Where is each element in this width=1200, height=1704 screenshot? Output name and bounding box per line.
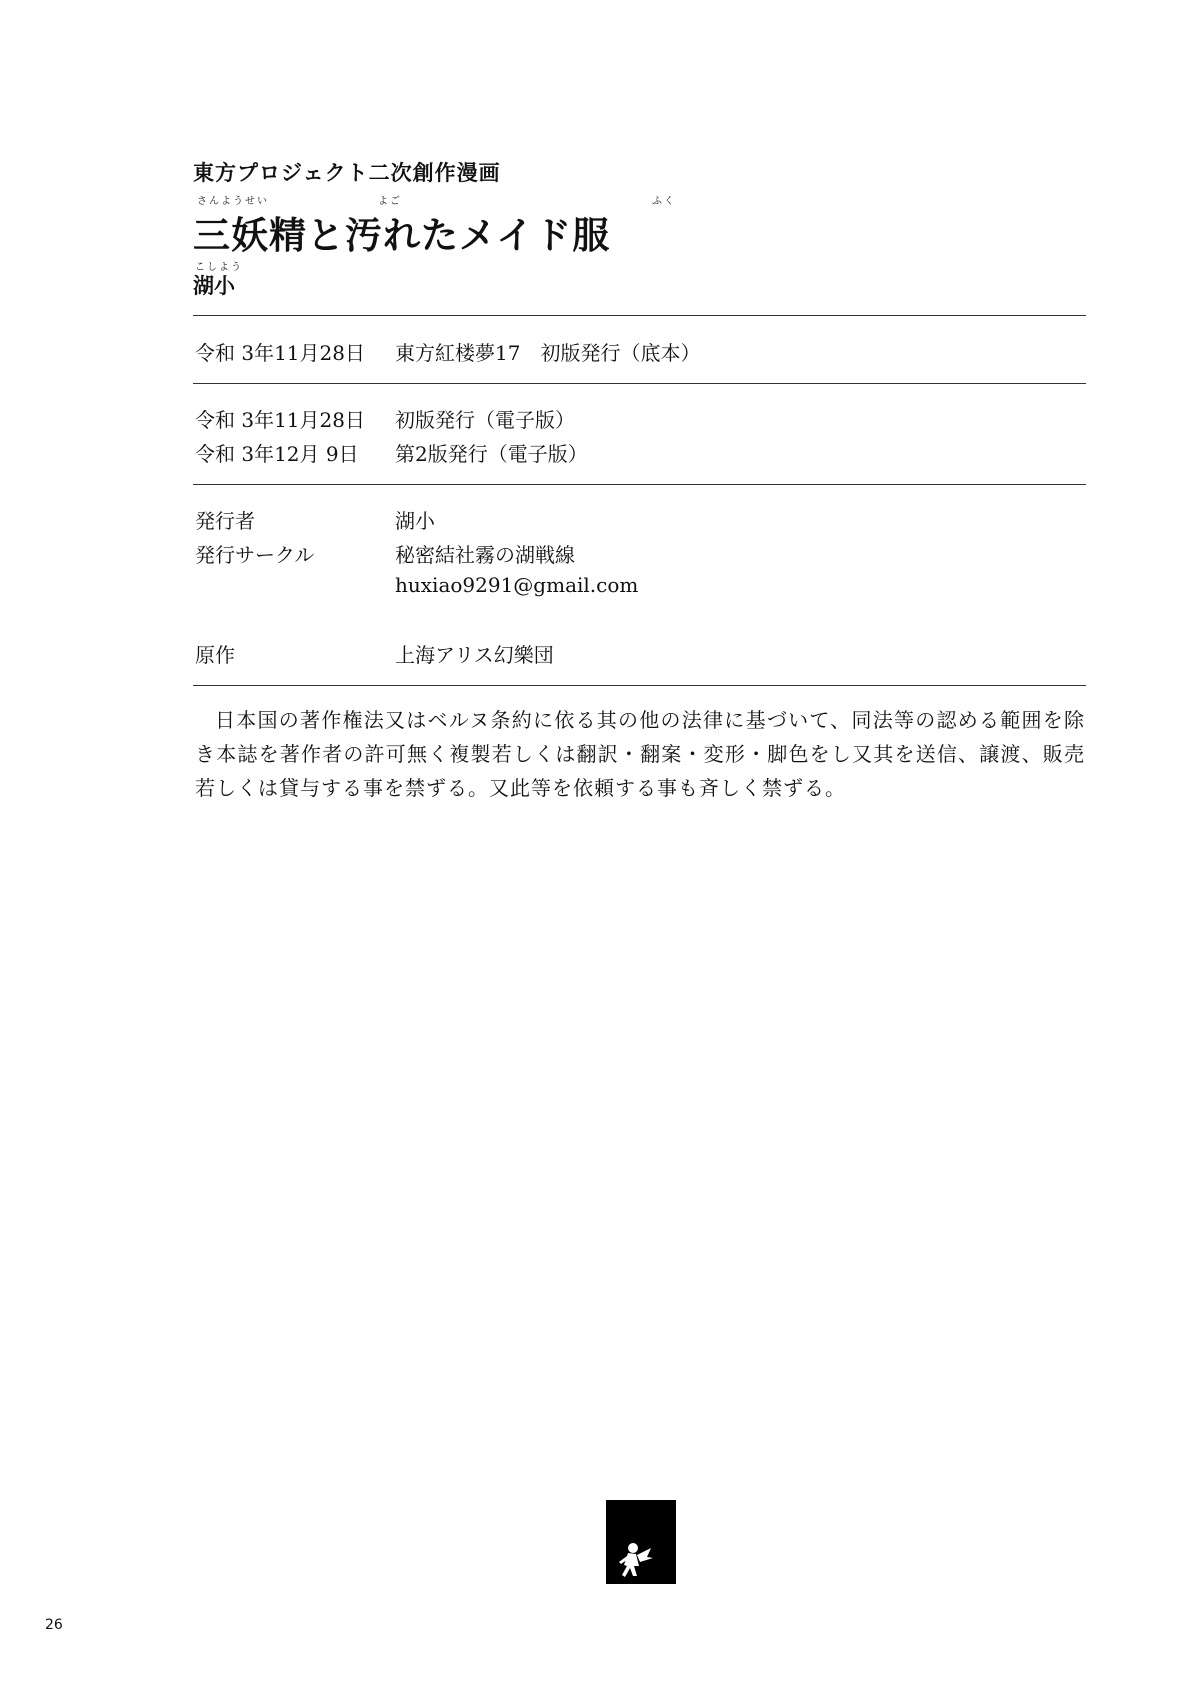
edition-date: 令和 3年12月 9日 [195,442,359,466]
fairy-silhouette-graphic [606,1500,676,1584]
edition-row-digital-2 [195,437,588,471]
divider [193,315,1086,316]
book-title: 三妖精と汚れたメイド服 [193,214,611,257]
edition-date: 令和 3年11月28日 [195,408,365,432]
divider [193,383,1086,384]
edition-date: 令和 3年11月28日 [195,341,365,365]
title-ruby-sanyousei: さんようせい [197,196,269,207]
author-ruby: こしよう [195,262,243,273]
page-number: 26 [45,1617,63,1633]
edition-detail: 東方紅楼夢17 初版発行（底本） [395,341,701,365]
circle-value: 秘密結社霧の湖戦線 [395,543,575,567]
copyright-notice: 日本国の著作権法又はベルヌ条約に依る其の他の法律に基づいて、同法等の認める範囲を除き本誌を著作者の許可無く複製若しくは翻訳・翻案・変形・脚色をし又其を送信、譲渡、販売若しくは貸与する事を禁ずる。又此等を依頼する事も斉しく禁ずる。 [195,708,1085,800]
original-work-value: 上海アリス幻樂団 [395,643,554,667]
series-label: 東方プロジェクト二次創作漫画 [193,161,501,185]
title-ruby-yogo: よご [378,196,402,207]
publisher-label: 発行者 [195,509,255,533]
edition-row-digital-1 [195,403,575,437]
edition-detail: 初版発行（電子版） [395,408,575,432]
contact-email: huxiao9291@gmail.com [395,573,639,597]
divider [193,685,1086,686]
circle-label: 発行サークル [195,543,315,567]
divider [193,484,1086,485]
title-ruby-fuku: ふく [652,196,676,207]
edition-row-original [195,336,700,370]
publisher-value: 湖小 [395,509,435,533]
fairy-silhouette-icon [606,1500,676,1584]
edition-detail: 第2版発行（電子版） [395,442,588,466]
original-work-label: 原作 [195,643,235,667]
author-name: 湖小 [193,274,235,298]
